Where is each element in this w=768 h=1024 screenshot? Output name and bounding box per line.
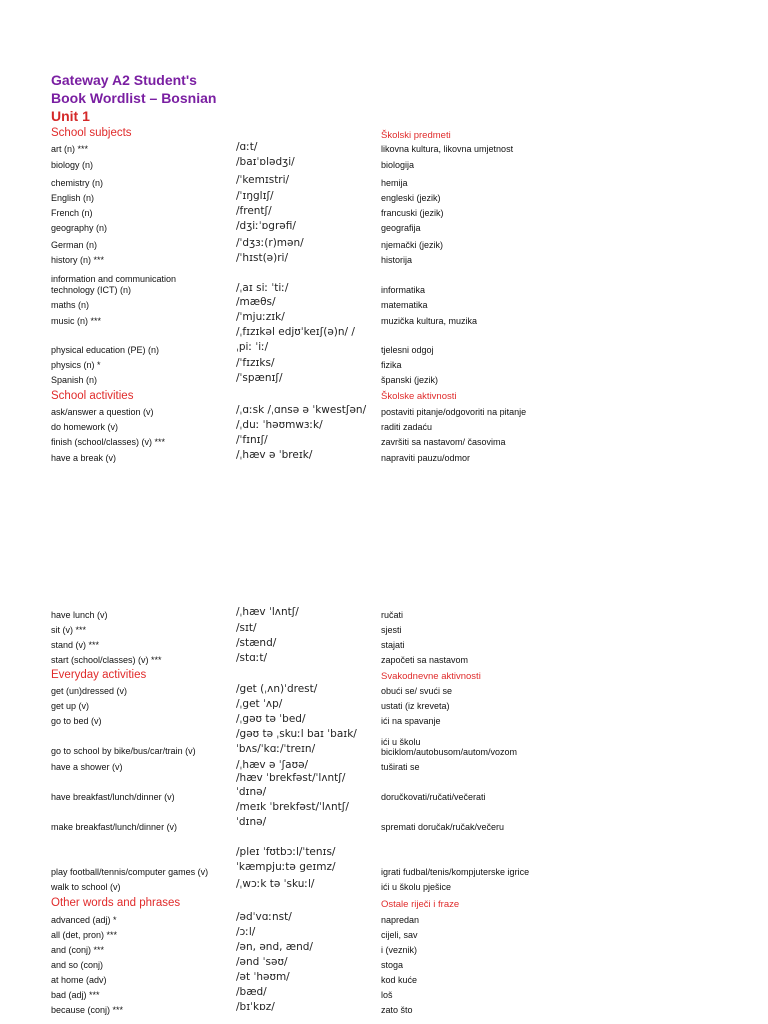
bosnian-term: završiti sa nastavom/ časovima: [381, 437, 506, 447]
phonetic: /stɑːt/: [236, 652, 267, 664]
word-row: [0, 971, 768, 990]
english-term: walk to school (v): [51, 882, 121, 892]
word-row: [0, 449, 768, 468]
bosnian-term: spremati doručak/ručak/večeru: [381, 822, 505, 832]
english-term: and (conj) ***: [51, 945, 105, 955]
phonetic: /ˌɑːsk /ˌɑnsə ə ˈkwestʃən/: [236, 404, 367, 416]
word-row: [0, 372, 768, 390]
section-heading-everyday-activities: [0, 669, 768, 685]
english-term: maths (n): [51, 300, 90, 310]
bosnian-term: doručkovati/ručati/večerati: [381, 792, 486, 802]
document-title-line-1: Gateway A2 Student's: [51, 72, 197, 88]
bosnian-term: geografija: [381, 223, 421, 233]
bosnian-term: ići na spavanje: [381, 716, 441, 726]
english-term: ask/answer a question (v): [51, 407, 154, 417]
bosnian-term: muzička kultura, muzika: [381, 316, 478, 326]
phonetic: /ˌgəʊ tə ˈbed/: [236, 713, 306, 725]
phonetic: /ɔːl/: [236, 926, 256, 938]
bosnian-term: tuširati se: [381, 762, 420, 772]
english-term: physics (n) *: [51, 360, 101, 370]
english-term: get up (v): [51, 701, 90, 711]
bosnian-term: cijeli, sav: [381, 930, 418, 940]
word-row: [0, 296, 768, 315]
bosnian-term: hemija: [381, 178, 408, 188]
phonetic: /ˈspænɪʃ/: [236, 372, 283, 384]
word-row: [0, 637, 768, 655]
phonetic: /frentʃ/: [236, 205, 272, 217]
word-row: [0, 274, 768, 298]
english-term: start (school/classes) (v) ***: [51, 655, 162, 665]
english-term: have a shower (v): [51, 762, 123, 772]
word-row: [0, 911, 768, 930]
english-term: at home (adv): [51, 975, 107, 985]
english-term: go to bed (v): [51, 716, 102, 726]
word-row: [0, 816, 768, 837]
phonetic: /ət ˈhəʊm/: [236, 971, 290, 983]
section-title-en: Other words and phrases: [51, 897, 181, 909]
bosnian-term: započeti sa nastavom: [381, 655, 469, 665]
phonetic: ˈbʌs/ˈkɑː/ˈtreɪn/: [236, 743, 316, 755]
phonetic: /ˌaɪ siː ˈtiː/: [236, 282, 289, 294]
bosnian-term: likovna kultura, likovna umjetnost: [381, 144, 514, 154]
bosnian-term: obući se/ svući se: [381, 686, 453, 696]
english-term: bad (adj) ***: [51, 990, 100, 1000]
section-title-bs: Svakodnevne aktivnosti: [381, 671, 481, 682]
english-term: music (n) ***: [51, 316, 102, 326]
word-row: [0, 986, 768, 1005]
word-row: [0, 419, 768, 437]
phonetic-next-line: /meɪk ˈbrekfəst/ˈlʌntʃ/: [236, 801, 349, 813]
bosnian-term: postaviti pitanje/odgovoriti na pitanje: [381, 407, 527, 417]
section-heading-school-activities: [0, 390, 768, 406]
bosnian-term: ustati (iz kreveta): [381, 701, 450, 711]
word-row: [0, 878, 768, 897]
bosnian-term: informatika: [381, 285, 426, 295]
bosnian-term: engleski (jezik): [381, 193, 441, 203]
bosnian-term: fizika: [381, 360, 402, 370]
english-term: history (n) ***: [51, 255, 105, 265]
section-heading-other-words: [0, 897, 768, 913]
english-term: Spanish (n): [51, 375, 98, 385]
phonetic: /stænd/: [236, 637, 277, 649]
phonetic-next-line: /hæv ˈbrekfəst/ˈlʌntʃ/: [236, 772, 346, 784]
word-row: [0, 926, 768, 945]
phonetic: ˈkæmpjuːtə geɪmz/: [236, 861, 336, 873]
word-row: [0, 786, 768, 813]
phonetic: /ˌhæv ə ˈbreɪk/: [236, 449, 313, 461]
word-row: [0, 941, 768, 960]
word-row: [0, 622, 768, 640]
phonetic: /ən, ənd, ænd/: [236, 941, 313, 953]
phonetic: /ˈmjuːzɪk/: [236, 311, 285, 323]
phonetic: /baɪˈɒlədʒi/: [236, 156, 295, 168]
bosnian-term: napredan: [381, 915, 420, 925]
unit-heading: Unit 1: [51, 108, 90, 124]
english-term: have a break (v): [51, 453, 117, 463]
bosnian-term: kod kuće: [381, 975, 418, 985]
bosnian-term: biologija: [381, 160, 415, 170]
bosnian-term: igrati fudbal/tenis/kompjuterske igrice: [381, 867, 530, 877]
bosnian-term: ići u školu: [381, 737, 421, 747]
word-row: [0, 237, 768, 255]
section-title-bs: Školski predmeti: [381, 130, 451, 141]
english-term: sit (v) ***: [51, 625, 87, 635]
phonetic: /ˈdʒɜː(r)mən/: [236, 237, 304, 249]
phonetic: /ˈkemɪstri/: [236, 174, 290, 186]
phonetic: /ˌduː ˈhəʊmwɜːk/: [236, 419, 323, 431]
section-title-en: School activities: [51, 390, 134, 402]
bosnian-term: historija: [381, 255, 413, 265]
word-row: [0, 341, 768, 360]
bosnian-term: raditi zadaću: [381, 422, 433, 432]
word-row: [0, 846, 768, 882]
english-term: German (n): [51, 240, 98, 250]
word-row: [0, 141, 768, 159]
phonetic: /mæθs/: [236, 296, 276, 308]
phonetic: /bɪˈkɒz/: [236, 1001, 275, 1013]
bosnian-term: tjelesni odgoj: [381, 345, 434, 355]
bosnian-term: i (veznik): [381, 945, 418, 955]
bosnian-term: ići u školu pješice: [381, 882, 452, 892]
word-row: [0, 434, 768, 452]
english-term: English (n): [51, 193, 95, 203]
word-row: [0, 220, 768, 238]
phonetic: ˌpiː ˈiː/: [236, 341, 269, 353]
bosnian-term: napraviti pauzu/odmor: [381, 453, 471, 463]
phonetic: /ˌwɔːk tə ˈskuːl/: [236, 878, 315, 890]
phonetic-next-line: /ˌfɪzɪkəl edjʊˈkeɪʃ(ə)n/ /: [236, 326, 355, 338]
phonetic: /get (ˌʌn)ˈdrest/: [236, 683, 318, 695]
phonetic: /sɪt/: [236, 622, 257, 634]
phonetic: ˈdɪnə/: [236, 786, 267, 798]
phonetic-previous-line: /pleɪ ˈfʊtbɔːl/ˈtenɪs/: [236, 846, 336, 858]
bosnian-term: stoga: [381, 960, 404, 970]
word-row: [0, 357, 768, 375]
bosnian-term: loš: [381, 990, 393, 1000]
word-row: [0, 311, 768, 338]
word-row: [0, 698, 768, 716]
word-row: [0, 652, 768, 670]
bosnian-term: matematika: [381, 300, 428, 310]
phonetic: /ˌget ˈʌp/: [236, 698, 283, 710]
bosnian-term: ručati: [381, 610, 404, 620]
document-title-line-2: Book Wordlist – Bosnian: [51, 90, 217, 106]
english-term: art (n) ***: [51, 144, 89, 154]
english-term: biology (n): [51, 160, 94, 170]
word-row: [0, 174, 768, 193]
word-row: [0, 1001, 768, 1020]
word-row: [0, 683, 768, 701]
english-term: chemistry (n): [51, 178, 104, 188]
bosnian-term: stajati: [381, 640, 405, 650]
phonetic-next-line: /gəʊ tə ˌskuːl baɪ ˈbaɪk/: [236, 728, 357, 740]
phonetic: /dʒiːˈɒgrəfi/: [236, 220, 296, 232]
english-term: get (un)dressed (v): [51, 686, 128, 696]
phonetic: /ˈfɪzɪks/: [236, 357, 275, 369]
phonetic: ˈdɪnə/: [236, 816, 267, 828]
english-term: geography (n): [51, 223, 108, 233]
section-title-bs: Školske aktivnosti: [381, 391, 457, 402]
word-row: [0, 713, 768, 740]
word-row: [0, 606, 768, 625]
word-row: [0, 190, 768, 208]
phonetic: /ˌhæv ə ˈʃaʊə/: [236, 759, 309, 771]
english-term: stand (v) ***: [51, 640, 100, 650]
phonetic: /ˈfɪnɪʃ/: [236, 434, 268, 446]
phonetic: /ˈhɪst(ə)ri/: [236, 252, 288, 264]
phonetic: /ənd ˈsəʊ/: [236, 956, 288, 968]
english-term: do homework (v): [51, 422, 119, 432]
english-term: have breakfast/lunch/dinner (v): [51, 792, 175, 802]
section-heading-school-subjects: [0, 127, 768, 143]
english-term: French (n): [51, 208, 93, 218]
english-term: information and communication: [51, 274, 177, 284]
bosnian-term: sjesti: [381, 625, 402, 635]
english-term: play football/tennis/computer games (v): [51, 867, 209, 877]
section-title-bs: Ostale riječi i fraze: [381, 899, 460, 910]
word-row: [0, 759, 768, 784]
bosnian-term: zato što: [381, 1005, 413, 1015]
bosnian-term-continued: biciklom/autobusom/autom/vozom: [381, 747, 518, 757]
bosnian-term: španski (jezik): [381, 375, 439, 385]
word-row: [0, 156, 768, 175]
english-term: because (conj) ***: [51, 1005, 124, 1015]
english-term: all (det, pron) ***: [51, 930, 118, 940]
section-title-en: Everyday activities: [51, 669, 147, 681]
word-row: [0, 252, 768, 270]
word-row: [0, 404, 768, 422]
phonetic: /ˌhæv ˈlʌntʃ/: [236, 606, 299, 618]
english-term: and so (conj): [51, 960, 104, 970]
english-term: go to school by bike/bus/car/train (v): [51, 746, 196, 756]
english-term-continued: technology (ICT) (n): [51, 285, 132, 295]
phonetic: /bæd/: [236, 986, 267, 998]
word-row: [0, 205, 768, 223]
phonetic: /ɑːt/: [236, 141, 258, 153]
english-term: advanced (adj) *: [51, 915, 117, 925]
english-term: make breakfast/lunch/dinner (v): [51, 822, 178, 832]
phonetic: /ədˈvɑːnst/: [236, 911, 292, 923]
word-row: [0, 956, 768, 975]
bosnian-term: francuski (jezik): [381, 208, 444, 218]
english-term: finish (school/classes) (v) ***: [51, 437, 166, 447]
phonetic: /ˈɪŋglɪʃ/: [236, 190, 274, 202]
section-title-en: School subjects: [51, 127, 132, 139]
english-term: have lunch (v): [51, 610, 108, 620]
bosnian-term: njemački (jezik): [381, 240, 444, 250]
english-term: physical education (PE) (n): [51, 345, 160, 355]
